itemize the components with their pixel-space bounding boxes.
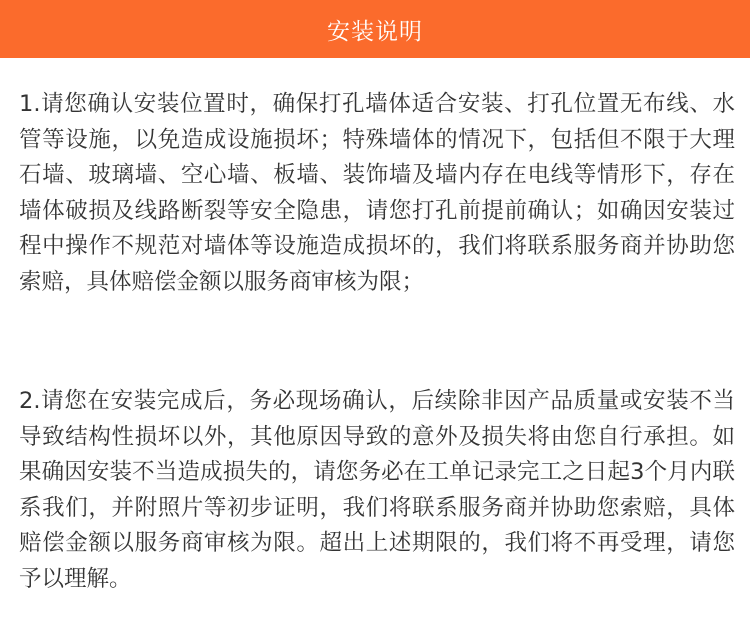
header-banner <box>0 0 750 58</box>
notice-paragraph-1: 1.请您确认安装位置时，确保打孔墙体适合安装、打孔位置无布线、水管等设施，以免造成设施损坏；特殊墙体的情况下，包括但不限于大理石墙、玻璃墙、空心墙、板墙、装饰墙及墙内存在电线等情形下，存在墙体破损及线路断裂等安全隐患，请您打孔前提前确认；如确因安装过程中操作不规范对墙体等设施造成损坏的，我们将联系服务商并协助您索赔，具体赔偿金额以服务商审核为限； <box>19 91 735 295</box>
page-title: 安装说明 <box>327 18 423 45</box>
notice-paragraph-2: 2.请您在安装完成后，务必现场确认，后续除非因产品质量或安装不当导致结构性损坏以外，其他原因导致的意外及损失将由您自行承担。如果确因安装不当造成损失的，请您务必在工单记录完工之日起3个月内联系我们，并附照片等初步证明，我们将联系服务商并协助您索赔，具体赔偿金额以服务商审核为限。超出上述期限的，我们将不再受理，请您予以理解。 <box>19 388 735 592</box>
